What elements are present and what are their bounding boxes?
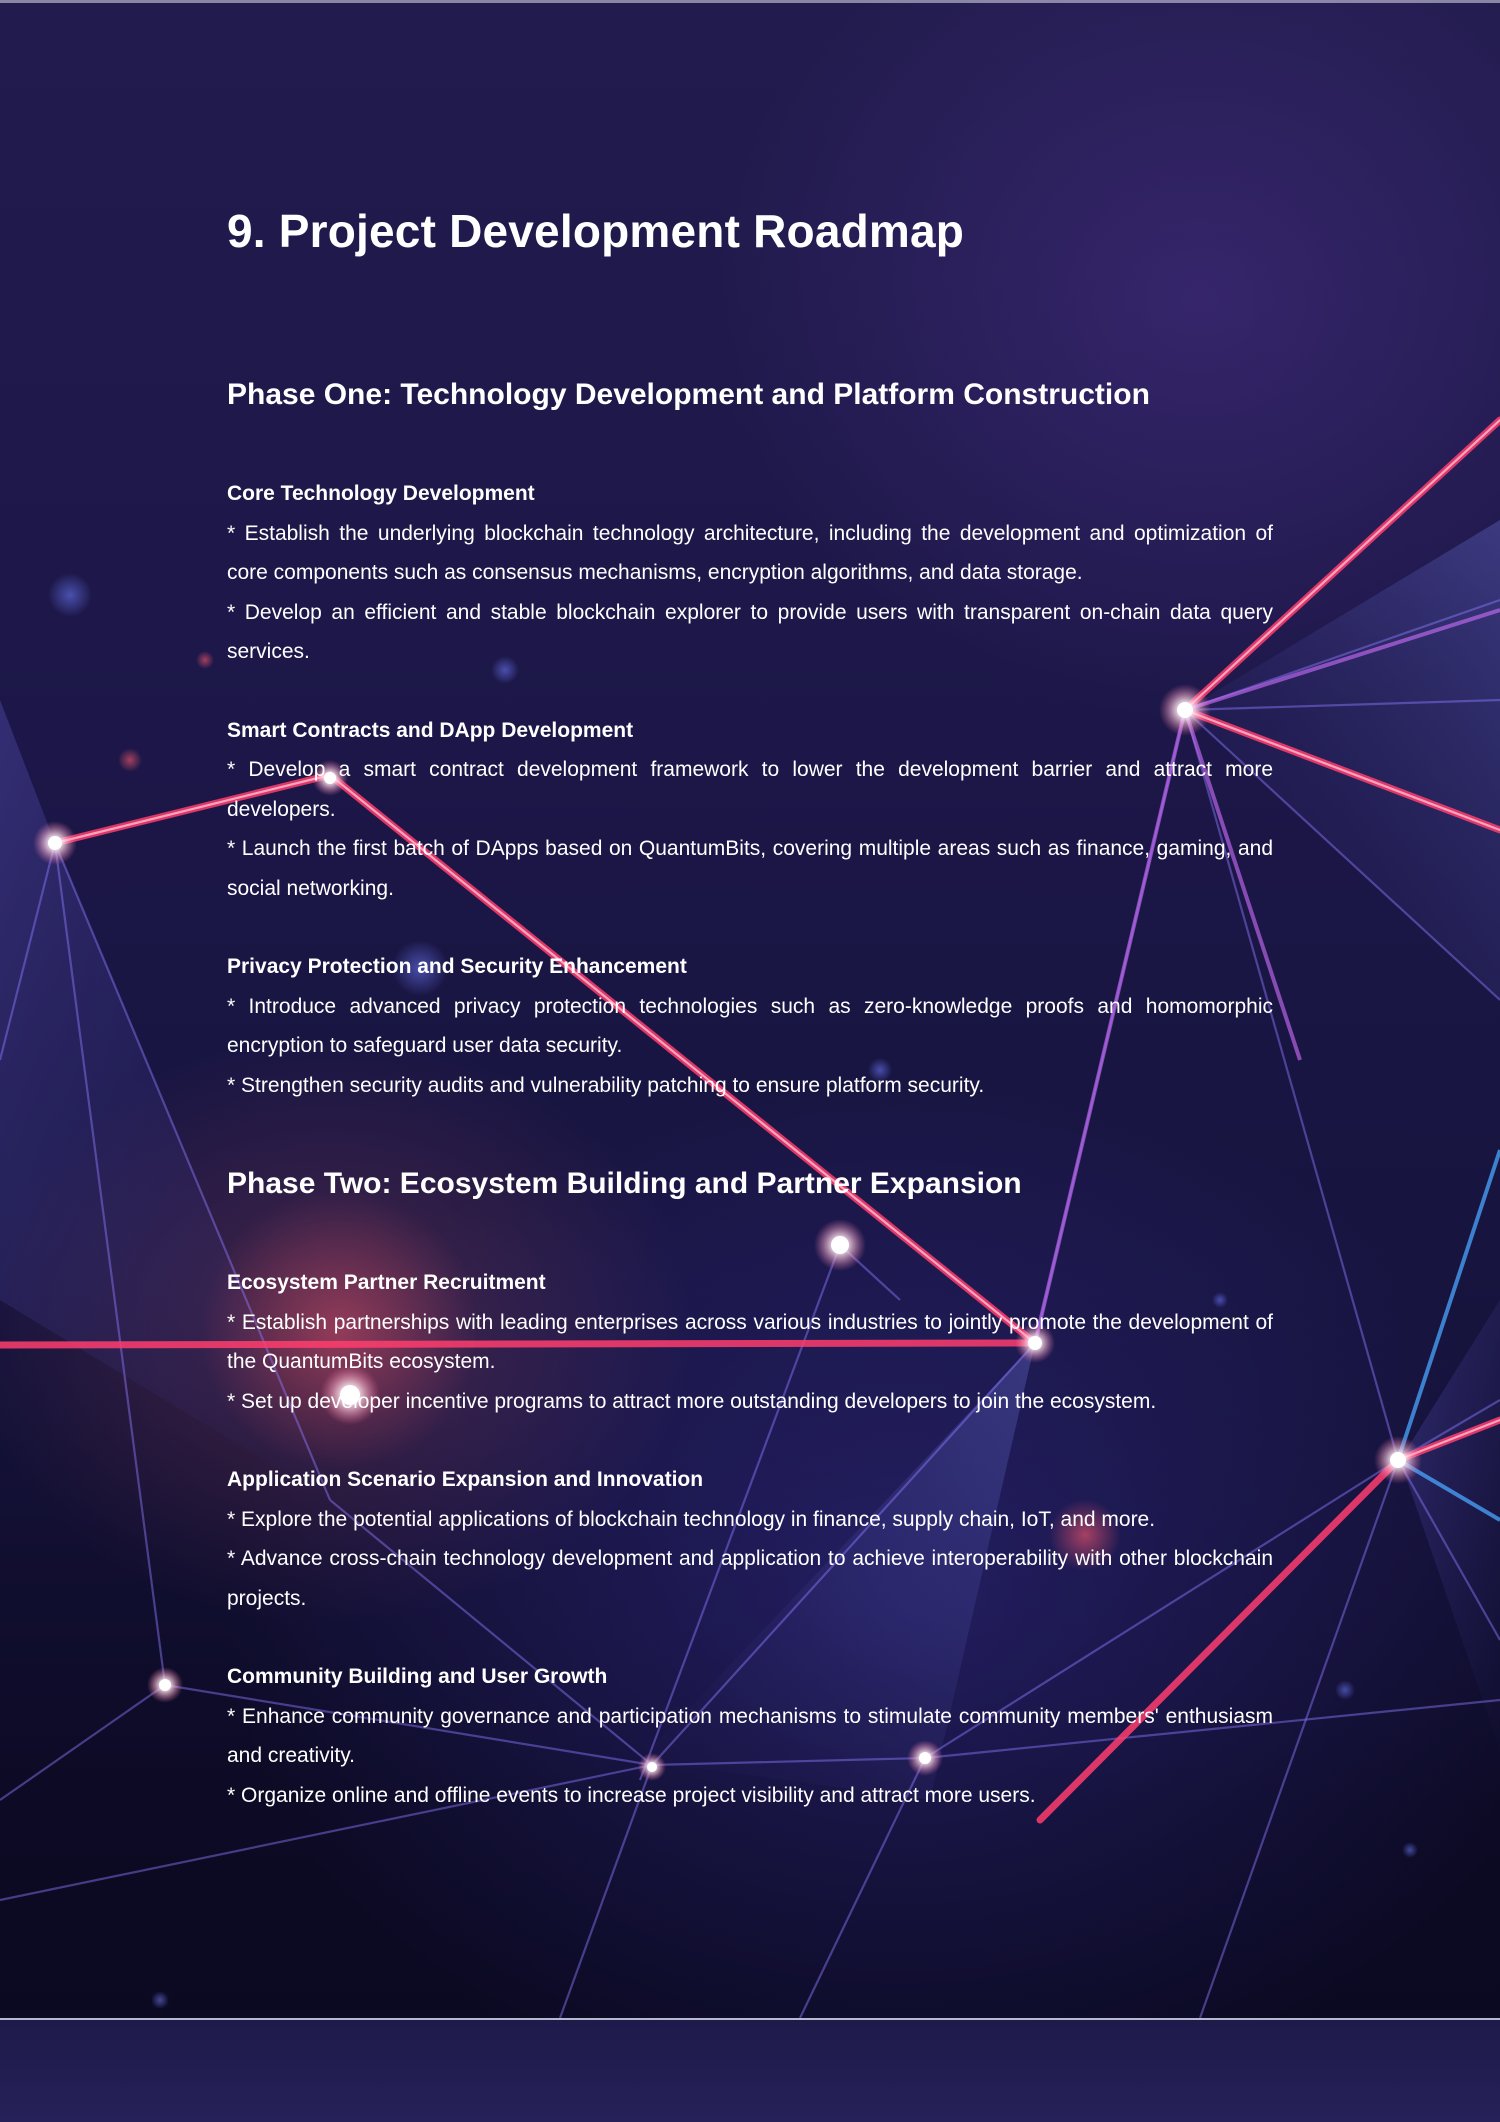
list-item: * Establish partnerships with leading enterprises across various industries to jointly promote the development of the QuantumBits ecosystem. bbox=[227, 1310, 1273, 1373]
section-application-scenarios bbox=[227, 1460, 1273, 1618]
phase-title: Phase Two: Ecosystem Building and Partner Expansion bbox=[227, 1167, 1022, 1200]
footer-band bbox=[0, 2020, 1500, 2122]
phase-two bbox=[227, 1163, 1273, 1815]
list-item: * Enhance community governance and participation mechanisms to stimulate community members' enthusiasm and creativity. bbox=[227, 1704, 1273, 1767]
phase-title: Phase One: Technology Development and Platform Construction bbox=[227, 378, 1150, 411]
list-item: * Strengthen security audits and vulnerability patching to ensure platform security. bbox=[227, 1073, 985, 1097]
list-item: * Explore the potential applications of blockchain technology in finance, supply chain, IoT, and more. bbox=[227, 1507, 1156, 1531]
list-item: * Establish the underlying blockchain technology architecture, including the development and optimization of core components such as consensus mechanisms, encryption algorithms, and data storage. bbox=[227, 521, 1273, 584]
section-core-technology bbox=[227, 474, 1273, 672]
top-border bbox=[0, 0, 1500, 3]
section-smart-contracts bbox=[227, 711, 1273, 909]
section-privacy-security bbox=[227, 947, 1273, 1105]
section-heading: Core Technology Development bbox=[227, 482, 535, 505]
list-item: * Organize online and offline events to increase project visibility and attract more users. bbox=[227, 1783, 1036, 1807]
section-ecosystem-partners bbox=[227, 1263, 1273, 1421]
section-heading: Application Scenario Expansion and Innovation bbox=[227, 1468, 704, 1491]
list-item: * Launch the first batch of DApps based on QuantumBits, covering multiple areas such as finance, gaming, and social networking. bbox=[227, 837, 1273, 900]
list-item: * Introduce advanced privacy protection technologies such as zero-knowledge proofs and homomorphic encryption to safeguard user data security. bbox=[227, 994, 1273, 1057]
list-item: * Advance cross-chain technology development and application to achieve interoperability with other blockchain projects. bbox=[227, 1547, 1273, 1610]
list-item: * Develop an efficient and stable blockchain explorer to provide users with transparent on-chain data query services. bbox=[227, 600, 1273, 663]
phase-one bbox=[227, 374, 1273, 1105]
list-item: * Develop a smart contract development framework to lower the development barrier and attract more developers. bbox=[227, 758, 1273, 821]
section-heading: Community Building and User Growth bbox=[227, 1665, 608, 1688]
list-item: * Set up developer incentive programs to attract more outstanding developers to join the ecosystem. bbox=[227, 1389, 1157, 1413]
section-heading: Privacy Protection and Security Enhancement bbox=[227, 955, 687, 978]
section-heading: Smart Contracts and DApp Development bbox=[227, 718, 634, 742]
section-heading: Ecosystem Partner Recruitment bbox=[227, 1271, 546, 1294]
document-content bbox=[227, 196, 1273, 1815]
page-title: 9. Project Development Roadmap bbox=[227, 205, 965, 257]
section-community-growth bbox=[227, 1657, 1273, 1815]
